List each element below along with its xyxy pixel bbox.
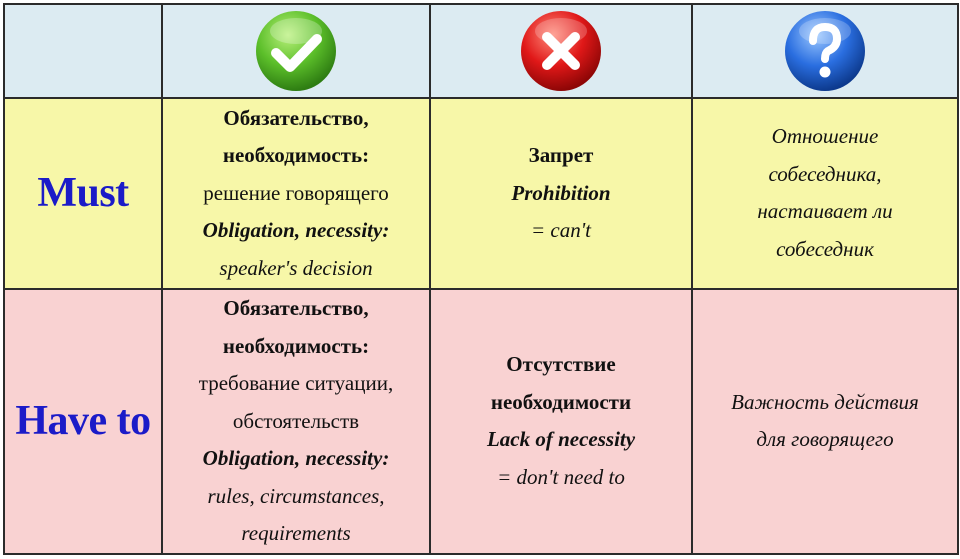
have-to-obligation-ru-2: необходимость:	[222, 333, 370, 358]
cross-icon	[519, 9, 603, 93]
have-to-obligation-ru-4: обстоятельств	[232, 408, 360, 433]
must-prohibition-cell	[430, 98, 692, 288]
check-icon	[254, 9, 338, 93]
have-to-absence-eq: = don't need to	[497, 464, 625, 489]
must-question-1: Отношение	[771, 124, 879, 149]
modal-verbs-table	[3, 3, 959, 555]
must-obligation-ru-1: Обязательство,	[223, 105, 369, 130]
must-prohibition-eq: = can't	[530, 218, 592, 243]
header-check-cell	[162, 4, 430, 98]
must-question-4: собеседник	[776, 236, 874, 261]
have-to-row	[4, 289, 958, 554]
have-to-question-1: Важность действия	[731, 389, 919, 414]
have-to-obligation-ru-3: требование ситуации,	[198, 371, 394, 395]
header-empty-cell	[4, 4, 162, 98]
have-to-obligation-cell	[162, 289, 430, 554]
header-cross-cell	[430, 4, 692, 98]
have-to-absence-en: Lack of necessity	[486, 427, 636, 452]
must-obligation-en-1: Obligation, necessity:	[202, 218, 390, 243]
have-to-absence-ru-2: необходимости	[490, 389, 632, 414]
have-to-question-2: для говорящего	[756, 427, 894, 452]
have-to-label: Have to	[15, 398, 151, 445]
must-row	[4, 98, 958, 288]
must-obligation-ru-2: необходимость:	[222, 143, 370, 168]
must-prohibition-ru: Запрет	[528, 143, 594, 168]
have-to-label-cell	[4, 289, 162, 554]
have-to-question-cell	[692, 289, 958, 554]
header-row	[4, 4, 958, 98]
must-prohibition-en: Prohibition	[511, 180, 611, 205]
must-obligation-cell	[162, 98, 430, 288]
have-to-obligation-en-3: requirements	[241, 521, 351, 545]
have-to-obligation-ru-1: Обязательство,	[223, 296, 369, 320]
have-to-obligation-en-1: Obligation, necessity:	[202, 446, 390, 470]
must-label: Must	[37, 170, 129, 217]
header-question-cell	[692, 4, 958, 98]
must-label-cell	[4, 98, 162, 288]
have-to-absence-cell	[430, 289, 692, 554]
have-to-absence-ru-1: Отсутствие	[506, 352, 616, 377]
question-icon	[783, 9, 867, 93]
must-question-3: настаивает ли	[757, 199, 893, 224]
must-obligation-ru-3: решение говорящего	[203, 180, 389, 205]
must-question-2: собеседника,	[768, 161, 882, 186]
have-to-obligation-en-2: rules, circumstances,	[207, 483, 385, 508]
must-question-cell	[692, 98, 958, 288]
must-obligation-en-2: speaker's decision	[219, 255, 373, 280]
